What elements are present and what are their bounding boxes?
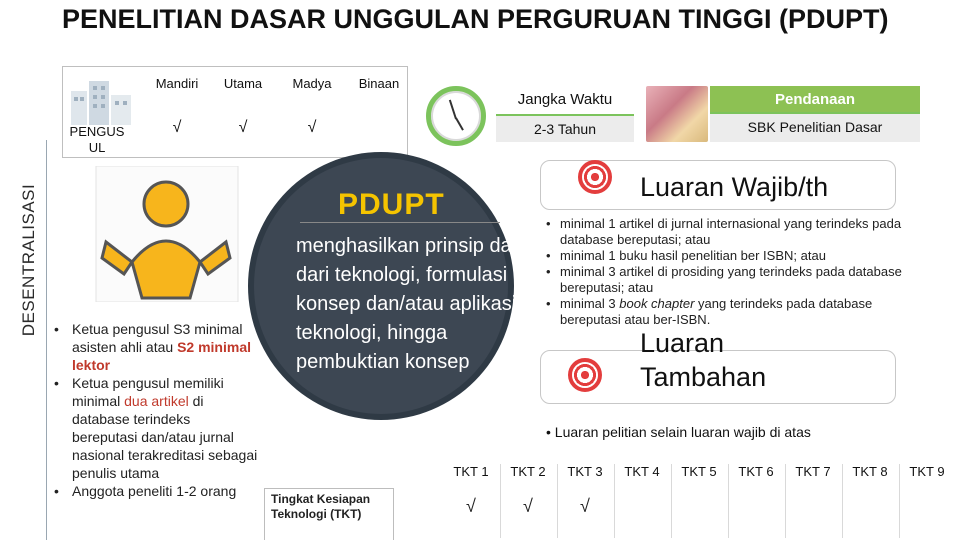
pdupt-label: PDUPT — [338, 188, 445, 221]
list-item: • Ketua pengusul S3 minimal asisten ahli atau S2 minimal lektor — [48, 320, 258, 374]
money-envelope-icon — [646, 86, 708, 142]
person-icon — [92, 166, 242, 302]
col-binaan: Binaan — [358, 76, 400, 91]
tkt-6: TKT 6 — [738, 464, 774, 479]
row-label-pengusul: PENGUS UL — [69, 124, 125, 155]
pdupt-description: menghasilkan prinsip dasar dari teknologi, formulasi konsep dan/atau aplikasi teknologi, hingga pembuktian konsep — [296, 235, 540, 373]
list-item: • Ketua pengusul memiliki minimal dua artikel di database terindeks bereputasi dan/atau jurnal nasional terakreditasi sebagai penulis utama — [48, 374, 258, 482]
col-madya: Madya — [292, 76, 332, 91]
col-utama: Utama — [223, 76, 263, 91]
luaran-tambahan-title: Luaran Tambahan — [640, 328, 767, 392]
check-utama: √ — [238, 119, 248, 136]
col-mandiri: Mandiri — [155, 76, 199, 91]
pendanaan-header: Pendanaan — [710, 86, 920, 114]
luaran-wajib-title: Luaran Wajib/th — [640, 172, 829, 202]
tkt-4: TKT 4 — [624, 464, 660, 479]
list-item: • Anggota peneliti 1-2 orang — [48, 482, 258, 500]
list-item: • minimal 3 book chapter yang terindeks pada database bereputasi atau ber-ISBN. — [542, 296, 902, 328]
side-label-text: DESENTRALISASI — [19, 183, 38, 337]
list-item: • minimal 1 buku hasil penelitian ber ISBN; atau — [542, 248, 902, 264]
clock-icon — [426, 86, 486, 146]
ketua-requirements-list — [48, 320, 258, 500]
tkt-5: TKT 5 — [681, 464, 717, 479]
check-mandiri: √ — [172, 119, 182, 136]
luaran-wajib-list — [542, 216, 902, 328]
list-item: • minimal 1 artikel di jurnal internasional yang terindeks pada database bereputasi; atau — [542, 216, 902, 248]
pdupt-divider — [300, 222, 500, 223]
tkt-1: TKT 1 √ — [453, 464, 489, 516]
side-divider — [46, 140, 47, 540]
list-item: • minimal 3 artikel di prosiding yang terindeks pada database bereputasi; atau — [542, 264, 902, 296]
jangka-waktu-value: 2-3 Tahun — [496, 116, 634, 142]
tkt-label: Tingkat Kesiapan Teknologi (TKT) — [264, 488, 394, 540]
tkt-2: TKT 2 √ — [510, 464, 546, 516]
tkt-row — [444, 458, 960, 540]
luaran-tambahan-note: • Luaran pelitian selain luaran wajib di atas — [546, 424, 811, 440]
tkt-9: TKT 9 — [909, 464, 945, 479]
building-icon — [69, 77, 135, 127]
pendanaan-value: SBK Penelitian Dasar — [710, 114, 920, 142]
tkt-7: TKT 7 — [795, 464, 831, 479]
target-icon — [578, 160, 612, 194]
tkt-8: TKT 8 — [852, 464, 888, 479]
check-madya: √ — [307, 119, 317, 136]
page-title: PENELITIAN DASAR UNGGULAN PERGURUAN TINGGI (PDUPT) — [62, 4, 889, 34]
role-table — [62, 66, 408, 158]
tkt-3: TKT 3 √ — [567, 464, 603, 516]
jangka-waktu-header: Jangka Waktu — [496, 86, 634, 116]
side-label — [18, 170, 40, 350]
target-icon — [568, 358, 602, 392]
